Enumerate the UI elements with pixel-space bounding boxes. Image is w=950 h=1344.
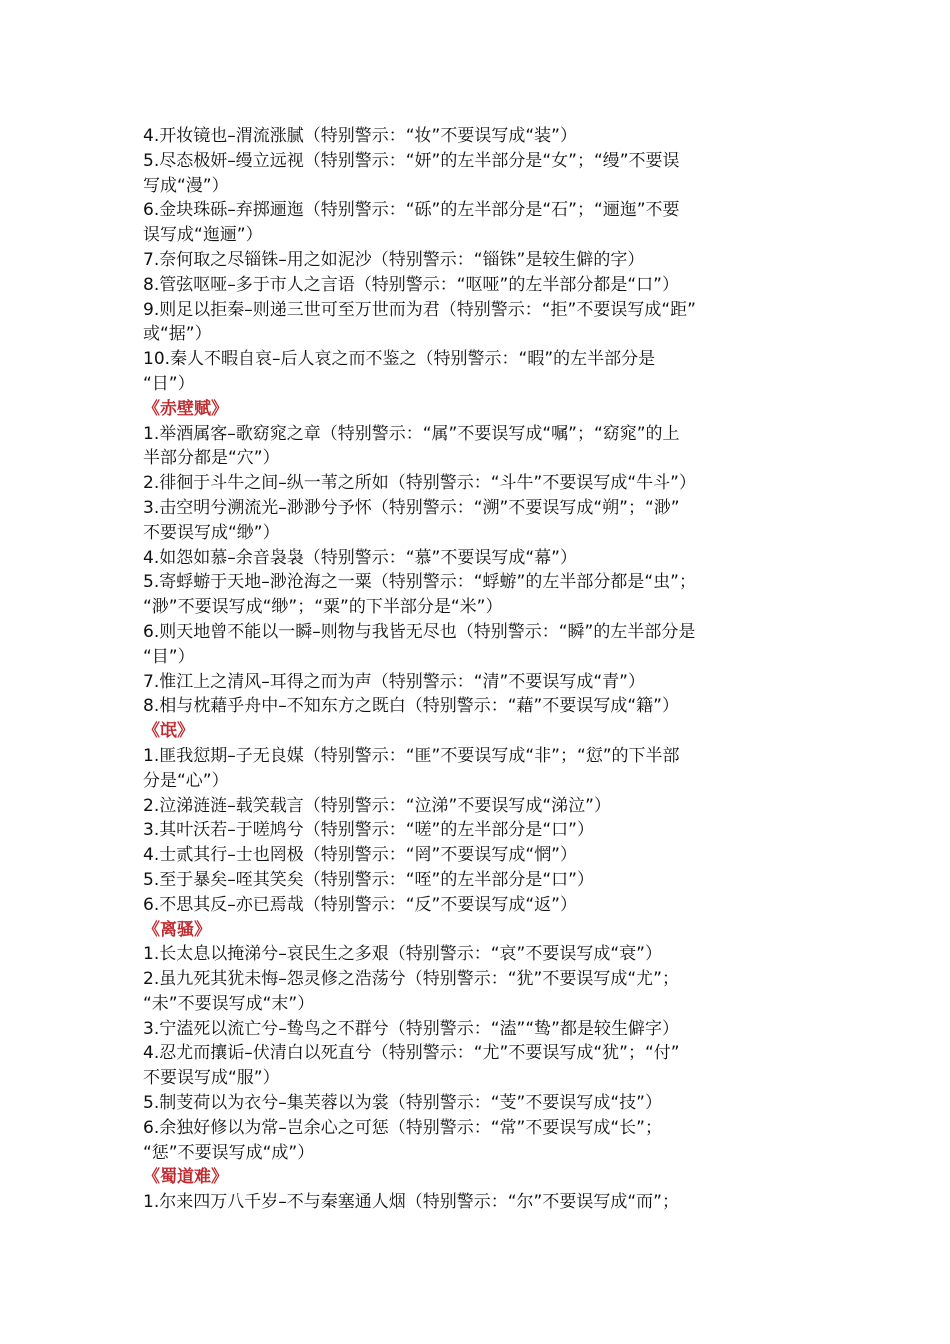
text-line: 1.尔来四万八千岁–不与秦塞通人烟（特别警示：“尔”不要误写成“而”； [143, 1192, 679, 1213]
text-line: 10.秦人不暇自哀–后人哀之而不鉴之（特别警示：“暇”的左半部分是 [143, 349, 656, 370]
text-line: 4.开妆镜也–渭流涨腻（特别警示：“妆”不要误写成“装”） [143, 126, 577, 146]
text-line: 4.忍尤而攘诟–伏清白以死直兮（特别警示：“尤”不要误写成“犹”；“付” [143, 1043, 680, 1064]
text-line: 6.不思其反–亦已焉哉（特别警示：“反”不要误写成“返”） [143, 894, 577, 915]
text-line: “惩”不要误写成“成”） [143, 1142, 315, 1163]
text-line: “渺”不要误写成“缈”；“粟”的下半部分是“米”） [143, 597, 503, 618]
text-line: 或“据”） [143, 324, 212, 345]
text-line: 不要误写成“服”） [143, 1068, 280, 1089]
text-line: 9.则足以拒秦–则递三世可至万世而为君（特别警示：“拒”不要误写成“距” [143, 299, 696, 320]
text-line: 6.金块珠砾–弃掷逦迤（特别警示：“砾”的左半部分是“石”；“逦迤”不要 [143, 200, 680, 221]
text-line: 4.士贰其行–士也罔极（特别警示：“罔”不要误写成“惘”） [143, 845, 577, 866]
text-line: 6.余独好修以为常–岂余心之可惩（特别警示：“常”不要误写成“长”； [143, 1117, 662, 1138]
text-line: 5.至于暴矣–咥其笑矣（特别警示：“咥”的左半部分是“口”） [143, 869, 594, 890]
section-heading: 《赤壁赋》 [143, 398, 228, 419]
document-body [143, 124, 811, 1215]
text-line: “日”） [143, 373, 195, 394]
text-line: 2.虽九死其犹未悔–怨灵修之浩荡兮（特别警示：“犹”不要误写成“尤”； [143, 969, 679, 990]
text-line: 半部分都是“穴”） [143, 448, 280, 469]
text-line: 7.惟江上之清风–耳得之而为声（特别警示：“清”不要误写成“青”） [143, 671, 645, 692]
text-line: 2.泣涕涟涟–载笑载言（特别警示：“泣涕”不要误写成“涕泣”） [143, 795, 611, 816]
text-line: 5.制芰荷以为衣兮–集芙蓉以为裳（特别警示：“芰”不要误写成“技”） [143, 1093, 662, 1114]
text-line: 误写成“迤逦”） [143, 225, 263, 246]
text-line: 不要误写成“缈”） [143, 522, 280, 543]
text-line: 1.匪我愆期–子无良媒（特别警示：“匪”不要误写成“非”；“愆”的下半部 [143, 745, 680, 766]
text-line: 7.奈何取之尽锱铢–用之如泥沙（特别警示：“锱铢”是较生僻的字） [143, 249, 645, 270]
text-line: 8.管弦呕哑–多于市人之言语（特别警示：“呕哑”的左半部分都是“口”） [143, 274, 679, 295]
text-line: 3.宁溘死以流亡兮–鸷鸟之不群兮（特别警示：“溘”“鸷”都是较生僻字） [143, 1018, 679, 1039]
section-heading: 《氓》 [143, 721, 194, 742]
text-line: 1.举酒属客–歌窈窕之章（特别警示：“属”不要误写成“嘱”；“窈窕”的上 [143, 423, 680, 444]
text-line: 4.如怨如慕–余音袅袅（特别警示：“慕”不要误写成“幕”） [143, 547, 577, 568]
text-line: 3.击空明兮溯流光–渺渺兮予怀（特别警示：“溯”不要误写成“朔”；“渺” [143, 497, 680, 518]
text-line: 分是“心”） [143, 770, 229, 791]
text-line: 1.长太息以掩涕兮–哀民生之多艰（特别警示：“哀”不要误写成“衰”） [143, 944, 662, 965]
section-heading: 《蜀道难》 [143, 1167, 228, 1188]
text-line: 8.相与枕藉乎舟中–不知东方之既白（特别警示：“藉”不要误写成“籍”） [143, 696, 679, 717]
section-heading: 《离骚》 [143, 919, 211, 940]
text-line: “未”不要误写成“末”） [143, 993, 315, 1014]
text-line: 5.尽态极妍–缦立远视（特别警示：“妍”的左半部分是“女”；“缦”不要误 [143, 150, 680, 171]
text-line: 5.寄蜉蝣于天地–渺沧海之一粟（特别警示：“蜉蝣”的左半部分都是“虫”； [143, 572, 696, 593]
text-line: 6.则天地曾不能以一瞬–则物与我皆无尽也（特别警示：“瞬”的左半部分是 [143, 621, 696, 642]
text-line: “目”） [143, 646, 195, 667]
text-line: 写成“漫”） [143, 175, 229, 196]
text-line: 2.徘徊于斗牛之间–纵一苇之所如（特别警示：“斗牛”不要误写成“牛斗”） [143, 473, 696, 494]
text-line: 3.其叶沃若–于嗟鸠兮（特别警示：“嗟”的左半部分是“口”） [143, 820, 594, 841]
